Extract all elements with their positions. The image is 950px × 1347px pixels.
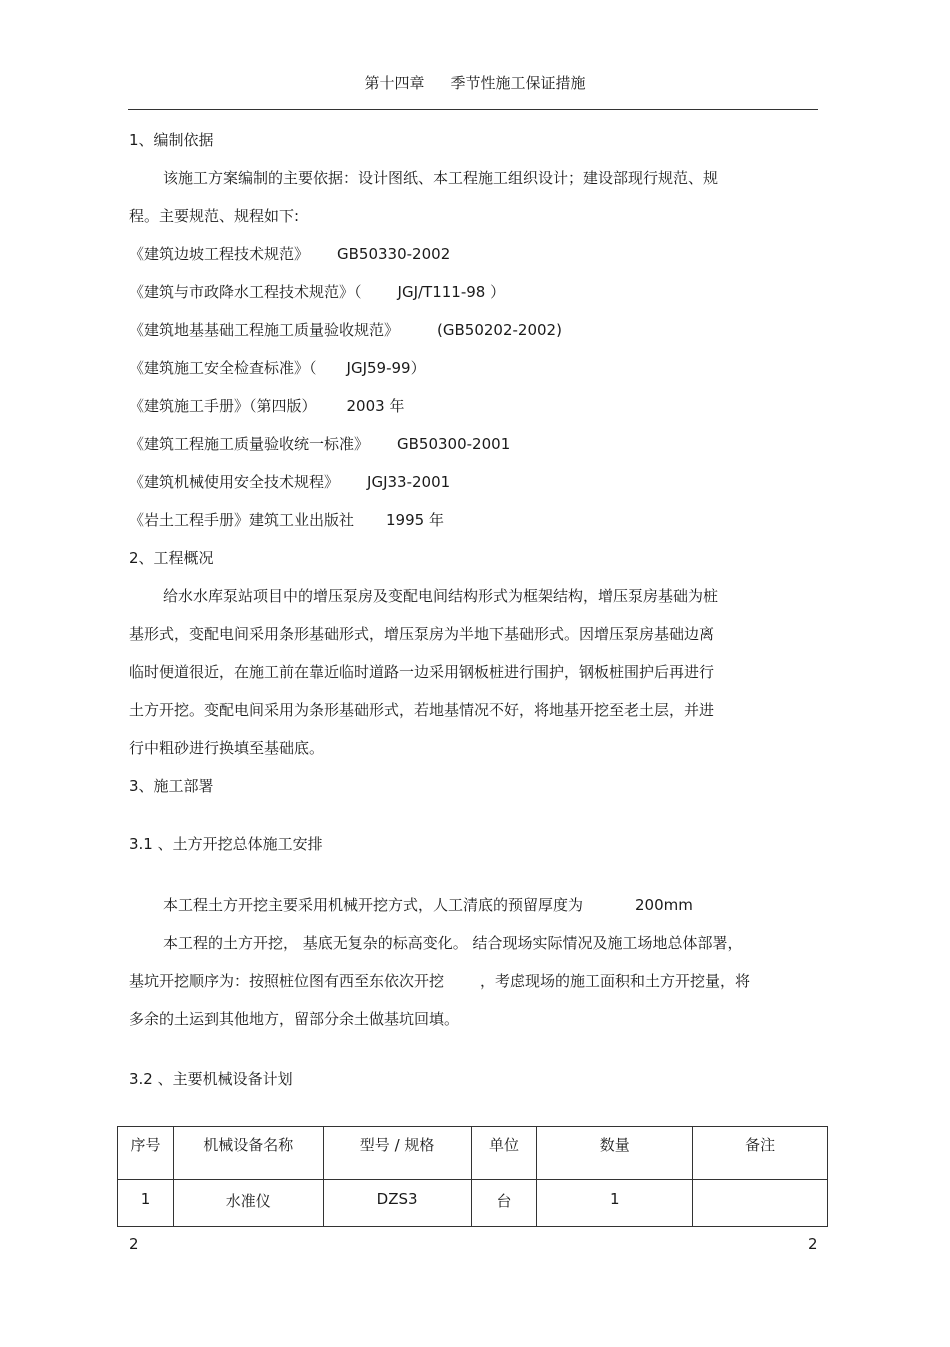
chapter-title: 季节性施工保证措施 — [450, 74, 586, 92]
reference-code: GB50300-2001 — [397, 435, 511, 453]
table-header-cell: 单位 — [471, 1127, 537, 1180]
subsection-3-2-heading: 3.2 、主要机械设备计划 — [129, 1070, 293, 1088]
equipment-table — [117, 1126, 828, 1227]
reference-item — [129, 281, 505, 302]
table-cell: 1 — [118, 1180, 174, 1227]
header-rule — [128, 109, 818, 110]
reference-name: 《建筑边坡工程技术规范》 — [129, 245, 310, 263]
reference-item — [129, 243, 450, 264]
reference-code: JGJ59-99） — [346, 359, 426, 377]
table-cell: 台 — [471, 1180, 537, 1227]
section-3-1-line3-part1: 基坑开挖顺序为：按照桩位图有西至东依次开挖 — [129, 972, 445, 990]
table-header-cell: 型号 / 规格 — [323, 1127, 471, 1180]
page-header — [0, 72, 950, 93]
section-1-paragraph-line1: 该施工方案编制的主要依据：设计图纸、本工程施工组织设计；建设部现行规范、规 — [163, 169, 719, 187]
reference-item — [129, 319, 562, 340]
section-2-line: 给水水库泵站项目中的增压泵房及变配电间结构形式为框架结构，增压泵房基础为桩 — [163, 587, 719, 605]
table-header-cell: 备注 — [693, 1127, 828, 1180]
section-2-line: 基形式，变配电间采用条形基础形式，增压泵房为半地下基础形式。因增压泵房基础边离 — [129, 625, 715, 643]
section-3-1-line3 — [129, 970, 750, 991]
section-3-1-line2: 本工程的土方开挖， 基底无复杂的标高变化。 结合现场实际情况及施工场地总体部署， — [163, 934, 743, 952]
reference-code: GB50330-2002 — [337, 245, 451, 263]
reference-code: 1995 年 — [386, 511, 444, 529]
reference-name: 《建筑施工手册》（第四版） — [129, 397, 317, 415]
reference-code: JGJ/T111-98 ） — [397, 283, 506, 301]
section-3-1-line4: 多余的土运到其他地方，留部分余土做基坑回填。 — [129, 1010, 460, 1028]
reference-item — [129, 471, 450, 492]
reference-name: 《建筑与市政降水工程技术规范》（ — [129, 283, 362, 301]
table-cell: 水准仪 — [173, 1180, 323, 1227]
section-1-paragraph-line2: 程。主要规范、规程如下: — [129, 207, 300, 225]
section-3-1-line3-part2: ，考虑现场的施工面积和土方开挖量，将 — [480, 972, 751, 990]
table-header-cell: 机械设备名称 — [173, 1127, 323, 1180]
page-number-right: 2 — [808, 1235, 818, 1253]
table-cell: 1 — [537, 1180, 693, 1227]
section-2-line: 土方开挖。变配电间采用为条形基础形式，若地基情况不好，将地基开挖至老土层，并进 — [129, 701, 715, 719]
reference-item — [129, 357, 426, 378]
reference-name: 《建筑机械使用安全技术规程》 — [129, 473, 340, 491]
table-cell — [693, 1180, 828, 1227]
subsection-3-1-heading: 3.1 、土方开挖总体施工安排 — [129, 835, 323, 853]
reference-name: 《建筑地基基础工程施工质量验收规范》 — [129, 321, 400, 339]
reference-item — [129, 395, 404, 416]
table-header-row — [118, 1127, 828, 1180]
reference-code: (GB50202-2002) — [437, 321, 562, 339]
page-number-left: 2 — [129, 1235, 139, 1253]
section-3-heading: 3、施工部署 — [129, 777, 214, 795]
section-2-line: 行中粗砂进行换填至基础底。 — [129, 739, 325, 757]
section-3-1-line1-text: 本工程土方开挖主要采用机械开挖方式，人工清底的预留厚度为 — [163, 896, 584, 914]
reference-name: 《岩土工程手册》建筑工业出版社 — [129, 511, 355, 529]
reference-code: 2003 年 — [346, 397, 405, 415]
table-header-cell: 序号 — [118, 1127, 174, 1180]
section-3-1-line1 — [163, 894, 693, 915]
section-2-heading: 2、工程概况 — [129, 549, 214, 567]
chapter-number: 第十四章 — [364, 74, 425, 92]
reference-item — [129, 509, 444, 530]
table-header-cell: 数量 — [537, 1127, 693, 1180]
section-2-line: 临时便道很近，在施工前在靠近临时道路一边采用钢板桩进行围护，钢板桩围护后再进行 — [129, 663, 715, 681]
reference-code: JGJ33-2001 — [367, 473, 451, 491]
table-cell: DZS3 — [323, 1180, 471, 1227]
thickness-value: 200mm — [635, 896, 693, 914]
reference-item — [129, 433, 510, 454]
table-row — [118, 1180, 828, 1227]
section-1-heading: 1、编制依据 — [129, 131, 214, 149]
reference-name: 《建筑施工安全检查标准》（ — [129, 359, 317, 377]
reference-name: 《建筑工程施工质量验收统一标准》 — [129, 435, 370, 453]
